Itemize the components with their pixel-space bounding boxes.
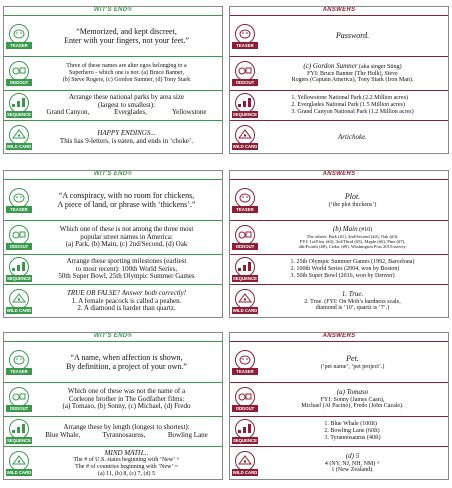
answer-sequence-section — [230, 255, 448, 285]
answer-oddout-suffix: (#10) — [357, 226, 373, 233]
question-card-header — [4, 333, 222, 342]
answer-card — [229, 6, 449, 154]
answer-oddout-title: (a) Tomaso — [336, 387, 369, 396]
wildcard-icon — [236, 291, 254, 303]
wildcard-line: The # of U.S. states beginning with ‘New’ + — [73, 457, 180, 464]
oddout-text — [34, 57, 219, 90]
answer-oddout-suffix: (aka singer Sting) — [357, 63, 402, 70]
answer-oddout-text — [260, 221, 445, 254]
wildcard-icon — [10, 291, 28, 303]
oddout-line: Which one of these was not the name of a — [67, 386, 186, 395]
answer-wildcard-line: 1. True. — [341, 289, 364, 298]
teaser-badge — [232, 24, 258, 50]
wildcard-section — [4, 121, 222, 154]
sequence-text — [34, 417, 219, 446]
oddout-line: (a) Tomaso, (b) Sonny, (c) Michael, (d) Fredo — [62, 402, 191, 411]
oddout-icon — [10, 227, 28, 239]
answer-card — [229, 170, 449, 318]
wildcard-text — [34, 121, 219, 154]
answer-teaser-section — [230, 17, 448, 57]
sequence-icon — [10, 259, 28, 271]
wildcard-label: WILD CARD — [232, 143, 258, 149]
teaser-line: “A name, when affection is shown, — [70, 352, 183, 362]
teaser-label: TEASER — [6, 368, 32, 375]
wildcard-line: This has 9-letters, is eaten, and ends in ‘choke’. — [59, 136, 194, 145]
sequence-items — [34, 109, 219, 117]
answer-wildcard-line: (d) 5 — [345, 451, 360, 460]
answer-sequence-section — [230, 91, 448, 121]
answer-sequence-section — [230, 417, 448, 447]
answer-teaser-line: Password. — [335, 31, 370, 41]
answer-sequence-line: 2. Everglades National Park (1.5 Million acres) — [291, 102, 405, 109]
sequence-badge — [6, 419, 32, 445]
answer-wildcard-section — [230, 285, 448, 318]
answer-teaser-line: (‘the plot thickens’) — [328, 201, 377, 208]
wildcard-text — [34, 285, 219, 318]
oddout-section — [4, 57, 222, 91]
oddout-label: ODDOUT — [232, 405, 258, 412]
oddout-section — [4, 221, 222, 255]
answer-oddout-line: FYI: Sonny (James Caan), — [320, 396, 385, 403]
sequence-line: Arrange these sporting milestones (earliest — [66, 256, 187, 265]
sequence-line: 50th Super Bowl, 25th Olympic Summer Games — [58, 272, 195, 281]
oddout-icon — [10, 63, 28, 75]
answer-wildcard-text — [260, 121, 445, 154]
answer-sequence-list — [324, 421, 380, 441]
teaser-badge — [6, 188, 32, 214]
sequence-line: to most recent): 100th World Series, — [75, 264, 178, 273]
oddout-line: Three of these names are alter egos belonging to a — [66, 63, 187, 70]
oddout-label: ODDOUT — [232, 243, 258, 250]
answer-oddout-section — [230, 383, 448, 417]
answer-wildcard-line: diamond is ‘10’, quartz is ‘7’.) — [315, 305, 390, 312]
answer-oddout-title: (c) Gordon Sumner — [303, 61, 358, 70]
answer-sequence-list — [291, 259, 415, 279]
wildcard-label: WILD CARD — [6, 469, 32, 475]
oddout-section — [4, 383, 222, 417]
answer-teaser-section — [230, 181, 448, 221]
wildcard-line: 2. A diamond is harder than quartz. — [77, 304, 176, 313]
oddout-text — [34, 383, 219, 416]
answer-teaser-section — [230, 343, 448, 383]
teaser-text — [34, 343, 219, 382]
sequence-icon — [236, 421, 254, 433]
sequence-item: Bowling Lane — [167, 430, 208, 439]
question-card — [3, 170, 223, 318]
wildcard-badge — [232, 451, 258, 477]
wildcard-section — [4, 285, 222, 318]
oddout-badge — [232, 225, 258, 251]
answer-sequence-line: 1. 25th Olympic Summer Games (1992, Barcelona) — [290, 259, 415, 266]
answer-wildcard-section — [230, 447, 448, 480]
wildcard-icon — [236, 453, 254, 465]
teaser-line: “A conspiracy, with no room for chickens, — [58, 190, 195, 200]
teaser-section — [4, 181, 222, 221]
oddout-line: popular street names in America: — [80, 232, 173, 241]
teaser-label: TEASER — [6, 206, 32, 213]
sequence-label: SEQUENCE — [232, 437, 258, 443]
answer-card-header — [230, 7, 448, 16]
answer-oddout-line: FYI: 1st/First (#4), 3rd/Third (#5), Maple (#6), Pine (#7), — [299, 238, 406, 244]
wildcard-icon — [10, 127, 28, 139]
oddout-badge — [6, 225, 32, 251]
oddout-label: ODDOUT — [6, 243, 32, 250]
answer-teaser-line: (‘pet name’, ‘pet project’.) — [320, 363, 385, 370]
teaser-badge — [232, 350, 258, 376]
oddout-line: Which one of these is not among the three most — [59, 224, 194, 233]
oddout-text — [34, 221, 219, 254]
answer-oddout-title-line — [337, 389, 368, 397]
oddout-label: ODDOUT — [232, 79, 258, 86]
question-card-title: WIT'S END® — [91, 333, 135, 339]
oddout-line: Corleone brother in The Godfather films: — [68, 394, 185, 403]
question-card-header — [4, 171, 222, 180]
teaser-label: TEASER — [6, 42, 32, 49]
answer-card-header — [230, 171, 448, 180]
answer-oddout-section — [230, 221, 448, 255]
oddout-icon — [236, 389, 254, 401]
sequence-item: Blue Whale, — [45, 430, 81, 439]
wildcard-badge — [232, 125, 258, 151]
teaser-icon — [10, 26, 28, 38]
answer-wildcard-line: Artichoke. — [338, 132, 367, 141]
answer-card-title: ANSWERS — [320, 7, 359, 13]
teaser-badge — [232, 188, 258, 214]
answer-oddout-title-line — [333, 226, 372, 234]
sequence-label: SEQUENCE — [6, 111, 32, 117]
oddout-line: Superhero - which one is not: (a) Bruce Banner, — [69, 70, 184, 77]
wildcard-text — [34, 447, 219, 480]
answer-oddout-title: (b) Main — [332, 224, 358, 233]
sequence-badge — [232, 257, 258, 283]
sequence-section — [4, 255, 222, 285]
teaser-section — [4, 343, 222, 383]
wildcard-label: WILD CARD — [232, 307, 258, 313]
sequence-item: Everglades, — [114, 108, 147, 117]
oddout-badge — [6, 387, 32, 413]
sequence-icon — [236, 259, 254, 271]
teaser-line: By definition, a project of your own.” — [66, 361, 187, 371]
oddout-badge — [6, 61, 32, 87]
answer-wildcard-line: 4 (NY, NJ, NH, NM) + — [324, 460, 381, 467]
sequence-label: SEQUENCE — [6, 275, 32, 281]
answer-card-header — [230, 333, 448, 342]
oddout-icon — [236, 63, 254, 75]
answer-teaser-line: Plot. — [344, 191, 361, 201]
sequence-text — [34, 255, 219, 284]
answer-oddout-line: Michael (Al Pacino), Fredo (John Cazale). — [301, 403, 404, 410]
answer-oddout-line: FYI: Bruce Banner (The Hulk), Steve — [307, 70, 398, 77]
teaser-label: TEASER — [232, 42, 258, 49]
teaser-label: TEASER — [232, 368, 258, 375]
teaser-icon — [236, 190, 254, 202]
oddout-label: ODDOUT — [6, 405, 32, 412]
answer-card-title: ANSWERS — [320, 333, 359, 339]
wildcard-line: (a) 11, (b) 8, (c) 7, (d) 5 — [97, 470, 156, 477]
wildcard-badge — [232, 289, 258, 315]
sequence-section — [4, 91, 222, 121]
sequence-label: SEQUENCE — [232, 275, 258, 281]
question-card-header — [4, 7, 222, 16]
answer-wildcard-line: 1 (New Zealand). — [331, 467, 374, 474]
teaser-text — [34, 17, 219, 56]
answer-oddout-line: Rogers (Captain America), Tony Stark (Iron Man). — [291, 77, 414, 84]
teaser-badge — [6, 350, 32, 376]
oddout-icon — [236, 227, 254, 239]
wildcard-label: WILD CARD — [232, 469, 258, 475]
answer-teaser-text — [260, 181, 445, 220]
teaser-line: A piece of land, or phrase with ‘thickens’.” — [57, 199, 196, 209]
answer-teaser-text — [260, 17, 445, 56]
teaser-text — [34, 181, 219, 220]
sequence-icon — [10, 421, 28, 433]
answer-wildcard-text — [260, 285, 445, 318]
teaser-line: Enter with your fingers, not your feet.” — [64, 35, 189, 45]
wildcard-line: The # of countries beginning with ‘New’ = — [75, 464, 178, 471]
oddout-icon — [10, 389, 28, 401]
answer-sequence-text — [260, 91, 445, 120]
sequence-text — [34, 91, 219, 120]
sequence-item: Yellowstone — [171, 108, 207, 117]
answer-card — [229, 332, 449, 480]
answer-sequence-line: 3. Tyrannosaurus (40ft) — [324, 434, 381, 441]
wildcard-label: WILD CARD — [6, 143, 32, 149]
wildcard-label: WILD CARD — [6, 307, 32, 313]
sequence-item: Grand Canyon, — [46, 108, 90, 117]
teaser-line: “Memorized, and kept discreet, — [76, 26, 177, 36]
wildcard-badge — [6, 289, 32, 315]
oddout-line: (a) Park, (b) Main, (c) 2nd/Second, (d) Oak — [65, 240, 188, 249]
answer-sequence-text — [260, 255, 445, 284]
oddout-label: ODDOUT — [6, 79, 32, 86]
wildcard-title: HAPPY ENDINGS... — [97, 128, 156, 137]
teaser-label: TEASER — [232, 206, 258, 213]
teaser-icon — [10, 352, 28, 364]
teaser-badge — [6, 24, 32, 50]
answer-teaser-text — [260, 343, 445, 382]
answer-oddout-section — [230, 57, 448, 91]
question-card-title: WIT'S END® — [91, 171, 135, 177]
question-card-title: WIT'S END® — [91, 7, 135, 13]
answer-oddout-line: 4th/Fourth (#8), Cedar (#9). Washington Post 2015/survey. — [298, 243, 407, 249]
wildcard-icon — [236, 127, 254, 139]
answer-wildcard-text — [260, 447, 445, 480]
wildcard-section — [4, 447, 222, 480]
wildcard-badge — [6, 451, 32, 477]
sequence-line: Arrange these by length (longest to shortest): — [63, 422, 190, 431]
sequence-label: SEQUENCE — [232, 111, 258, 117]
oddout-badge — [232, 387, 258, 413]
wildcard-icon — [10, 453, 28, 465]
question-card — [3, 6, 223, 154]
wildcard-line: 1. A female peacock is called a peahen. — [71, 296, 182, 305]
answer-sequence-line: 1. Blue Whale (100ft) — [324, 421, 377, 428]
oddout-badge — [232, 61, 258, 87]
answer-oddout-title-line — [303, 63, 401, 71]
answer-sequence-line: 2. Bowling Lane (60ft) — [324, 428, 380, 435]
answer-sequence-line: 2. 100th World Series (2004, won by Boston) — [290, 266, 400, 273]
answer-oddout-text — [260, 383, 445, 416]
sequence-label: SEQUENCE — [6, 437, 32, 443]
sequence-section — [4, 417, 222, 447]
sequence-line: (largest to smallest): — [97, 100, 156, 109]
sequence-badge — [232, 419, 258, 445]
answer-sequence-line: 3. Grand Canyon National Park (1.2 Million acres) — [291, 108, 414, 115]
sequence-icon — [236, 95, 254, 107]
teaser-icon — [236, 26, 254, 38]
sequence-badge — [232, 93, 258, 119]
question-card — [3, 332, 223, 480]
sequence-line: Arrange these national parks by area size — [68, 92, 185, 101]
sequence-badge — [6, 93, 32, 119]
answer-card-title: ANSWERS — [320, 171, 359, 177]
teaser-icon — [236, 352, 254, 364]
answer-wildcard-line: 2. True. (FYI: On Moh’s hardness scale, — [304, 298, 401, 305]
teaser-section — [4, 17, 222, 57]
teaser-icon — [10, 190, 28, 202]
oddout-line: (b) Steve Rogers, (c) Gordon Sumner, (d) Tony Stark — [62, 76, 191, 83]
answer-sequence-line: 3. 50th Super Bowl (2016, won by Denver) — [290, 272, 395, 279]
sequence-badge — [6, 257, 32, 283]
answer-sequence-line: 1. Yellowstone National Park (2.2 Million acres) — [291, 95, 408, 102]
wildcard-title: TRUE OR FALSE? Answer both correctly! — [66, 288, 187, 297]
answer-sequence-list — [291, 95, 413, 115]
sequence-items — [34, 432, 219, 440]
answer-wildcard-section — [230, 121, 448, 154]
wildcard-badge — [6, 125, 32, 151]
answer-oddout-line: The others: Park (#1), 2nd/Second (#2), Oak (#3). — [306, 233, 399, 239]
sequence-item: Tyrannosaurus, — [102, 430, 146, 439]
wildcard-title: MIND MATH... — [104, 448, 149, 457]
answer-oddout-text — [260, 57, 445, 90]
sequence-icon — [10, 95, 28, 107]
answer-teaser-line: Pet. — [346, 353, 359, 363]
answer-sequence-text — [260, 417, 445, 446]
